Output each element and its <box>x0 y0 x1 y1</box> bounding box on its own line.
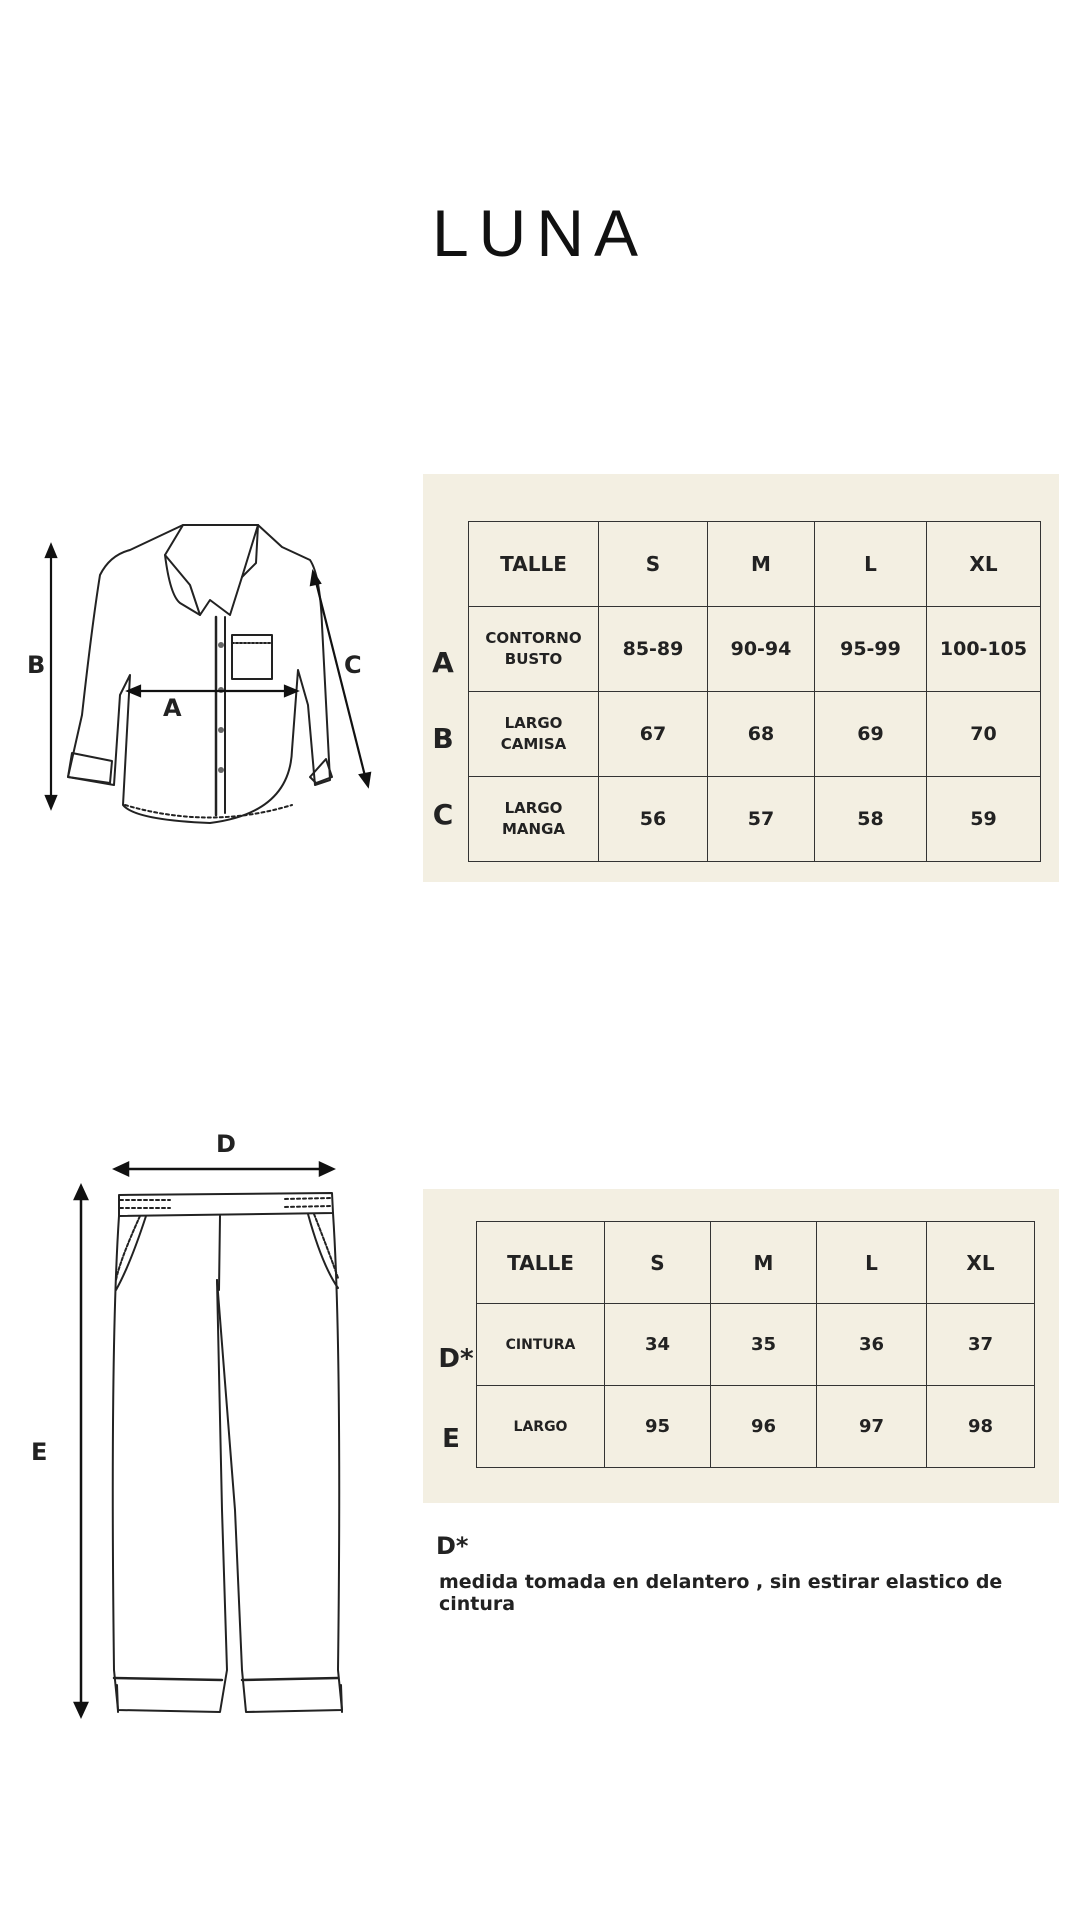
table-cell: 57 <box>708 777 815 862</box>
table-cell: 95 <box>605 1386 711 1468</box>
table-header-row <box>477 1222 1035 1304</box>
table-cell: 34 <box>605 1304 711 1386</box>
row-label-cintura: CINTURA <box>477 1304 605 1386</box>
pants-size-table <box>476 1221 1035 1468</box>
row-letter-e: E <box>442 1424 460 1454</box>
table-cell: 90-94 <box>708 607 815 692</box>
header-cell-l: L <box>815 522 927 607</box>
table-cell: 70 <box>927 692 1041 777</box>
row-letter-a: A <box>432 646 454 679</box>
header-cell-xl: XL <box>927 522 1041 607</box>
header-cell-m: M <box>711 1222 817 1304</box>
table-row <box>469 777 1041 862</box>
row-label-line: LARGO <box>504 714 563 732</box>
row-letter-d: D* <box>438 1344 474 1374</box>
diagram-label-b: B <box>27 651 46 679</box>
page-title: LUNA <box>431 196 649 270</box>
header-cell-xl: XL <box>927 1222 1035 1304</box>
row-label-line: BUSTO <box>504 650 563 668</box>
row-label-line: CONTORNO <box>485 629 582 647</box>
table-cell: 96 <box>711 1386 817 1468</box>
note-title: D* <box>436 1532 469 1560</box>
row-label-contorno-busto <box>469 607 599 692</box>
table-cell: 37 <box>927 1304 1035 1386</box>
shirt-size-table <box>468 521 1041 862</box>
table-cell: 98 <box>927 1386 1035 1468</box>
table-cell: 68 <box>708 692 815 777</box>
diagram-label-e: E <box>31 1438 48 1466</box>
header-cell-s: S <box>599 522 708 607</box>
note-text: medida tomada en delantero , sin estirar elastico de cintura <box>439 1571 1003 1615</box>
table-cell: 35 <box>711 1304 817 1386</box>
row-letter-c: C <box>432 798 454 831</box>
table-cell: 36 <box>817 1304 927 1386</box>
row-label-line: LARGO <box>504 799 563 817</box>
header-cell-l: L <box>817 1222 927 1304</box>
table-cell: 100-105 <box>927 607 1041 692</box>
table-cell: 67 <box>599 692 708 777</box>
table-cell: 95-99 <box>815 607 927 692</box>
header-cell-talle: TALLE <box>477 1222 605 1304</box>
header-cell-m: M <box>708 522 815 607</box>
table-cell: 58 <box>815 777 927 862</box>
table-cell: 97 <box>817 1386 927 1468</box>
diagram-label-d: D <box>216 1130 236 1158</box>
pants-illustration <box>20 1150 380 1730</box>
table-cell: 59 <box>927 777 1041 862</box>
table-cell: 85-89 <box>599 607 708 692</box>
row-label-largo-manga <box>469 777 599 862</box>
diagram-label-a: A <box>163 694 182 722</box>
row-label-largo-camisa <box>469 692 599 777</box>
diagram-label-c: C <box>344 651 362 679</box>
table-header-row <box>469 522 1041 607</box>
row-label-line: MANGA <box>501 820 565 838</box>
table-cell: 69 <box>815 692 927 777</box>
header-cell-talle: TALLE <box>469 522 599 607</box>
row-letter-b: B <box>432 722 454 755</box>
row-label-largo: LARGO <box>477 1386 605 1468</box>
table-row <box>477 1304 1035 1386</box>
header-cell-s: S <box>605 1222 711 1304</box>
table-row <box>477 1386 1035 1468</box>
table-row <box>469 692 1041 777</box>
row-label-line: CAMISA <box>500 735 567 753</box>
table-row <box>469 607 1041 692</box>
table-cell: 56 <box>599 777 708 862</box>
